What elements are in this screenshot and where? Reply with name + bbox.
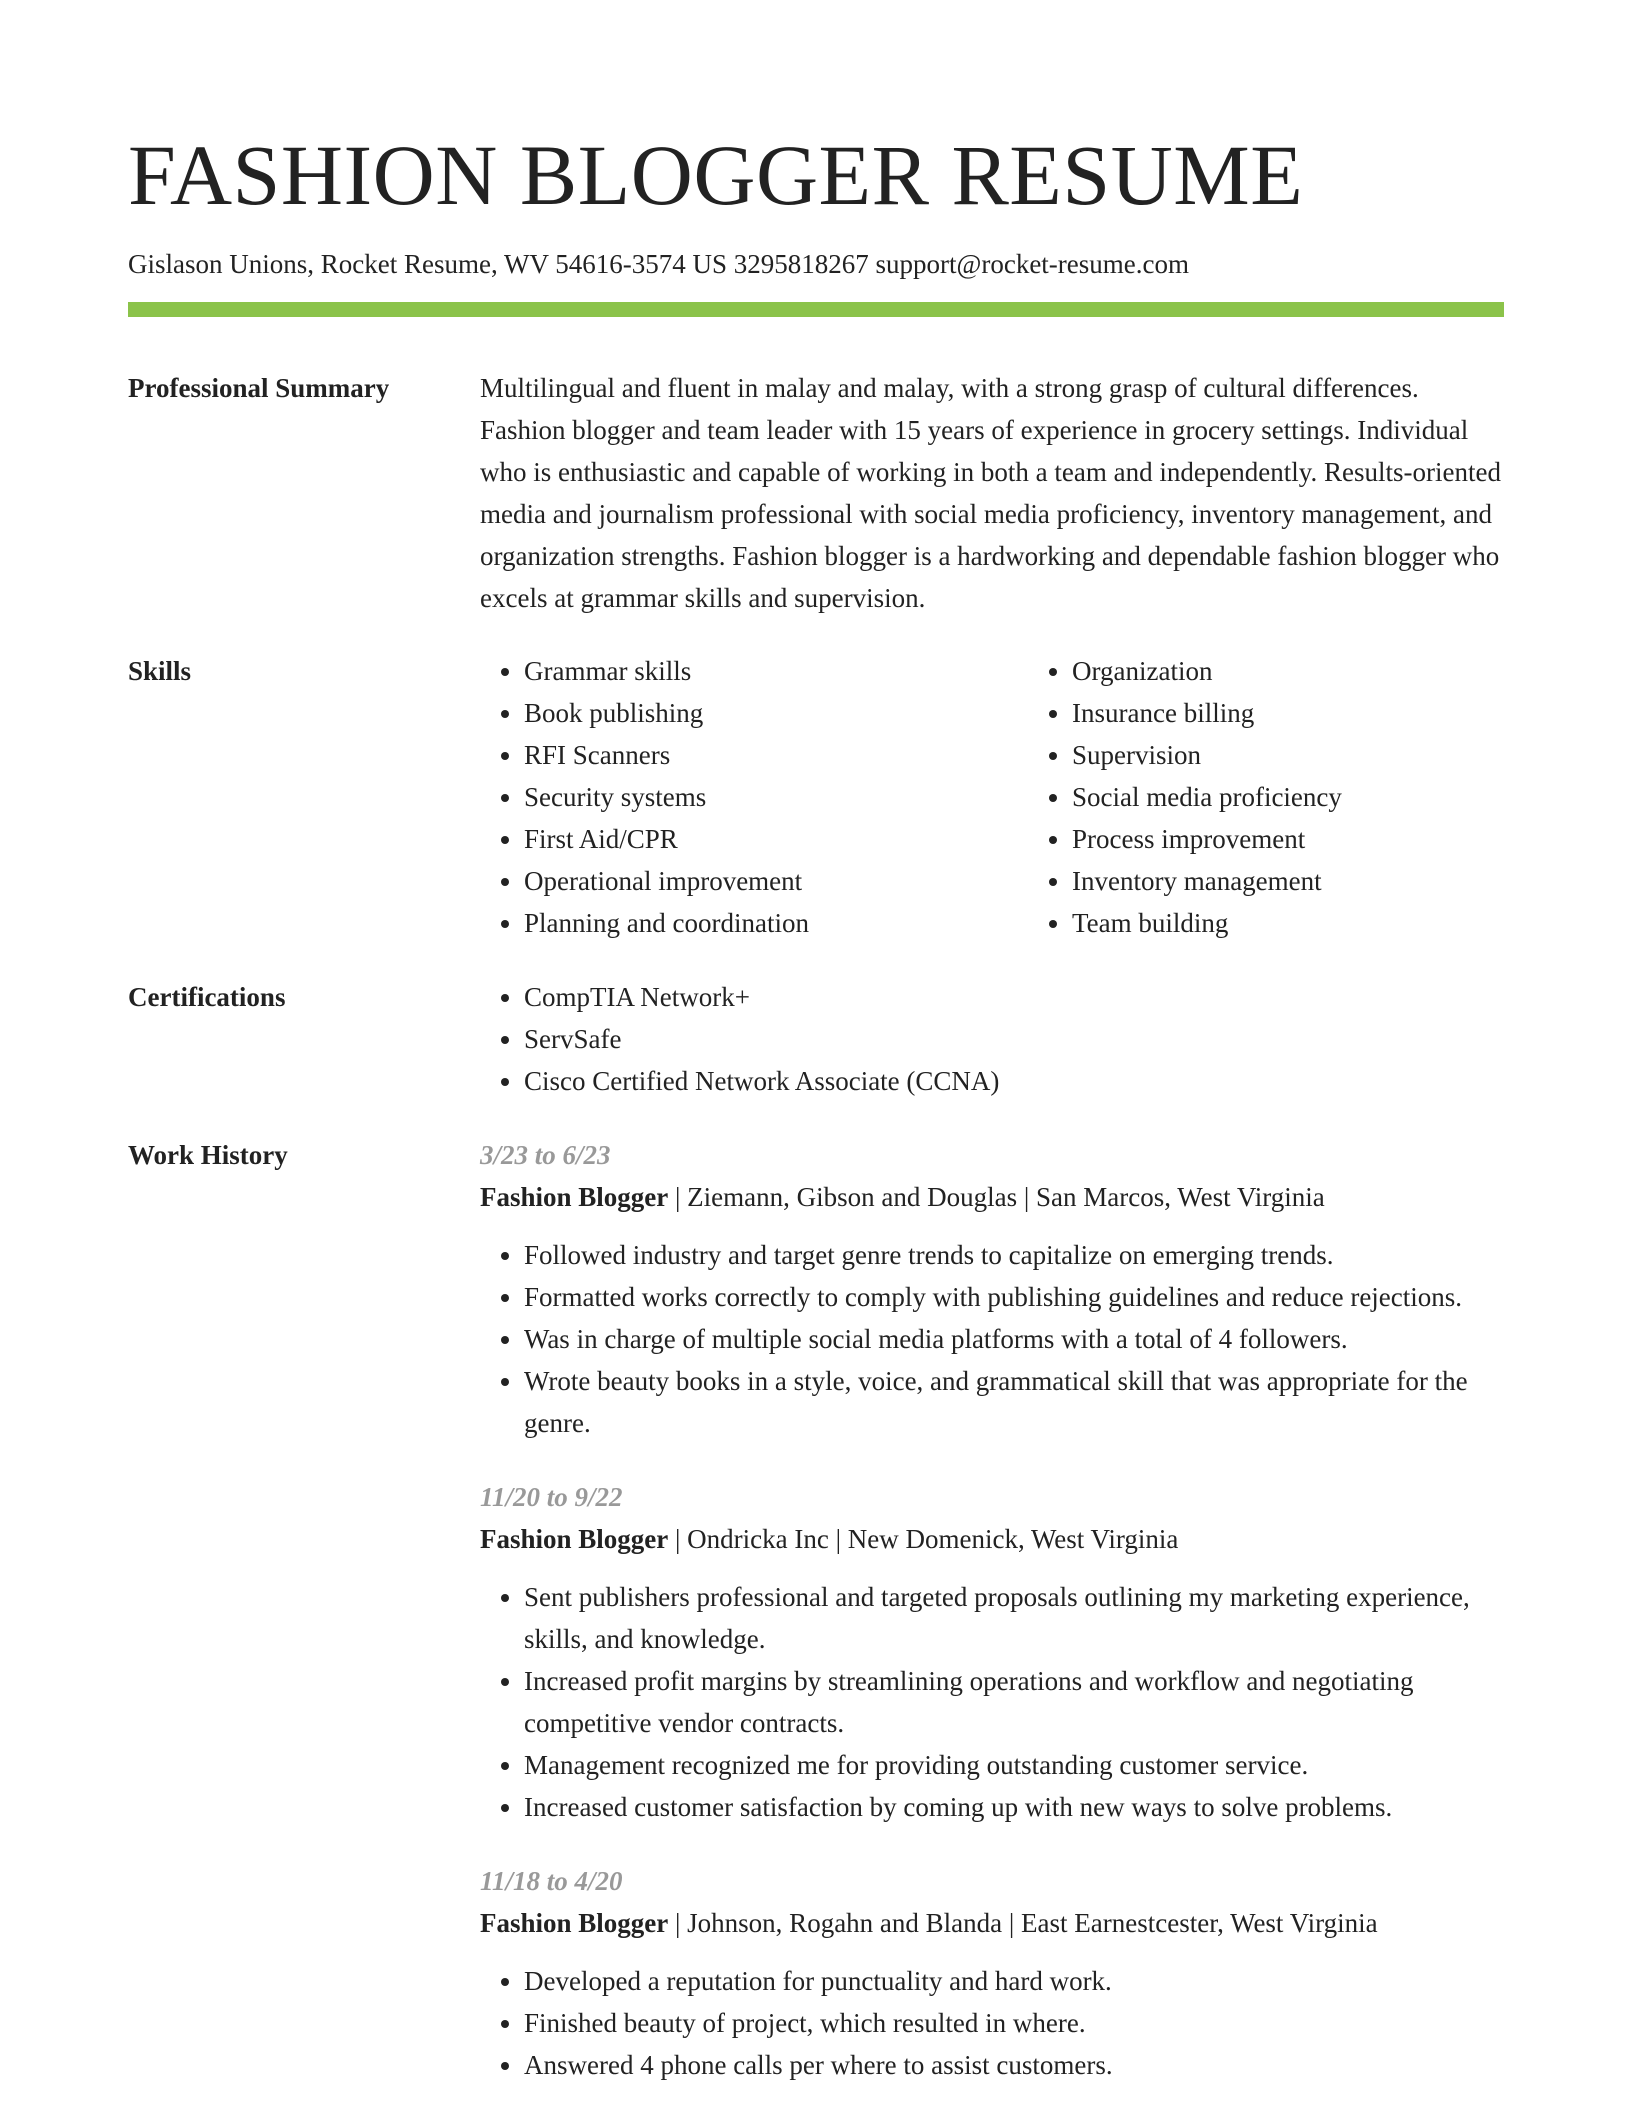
job-bullet: • Finished beauty of project, which resulted in where. [524,2002,1504,2044]
summary-section [128,367,1504,619]
skill-item: • Process improvement [1072,818,1576,860]
skill-item: • Planning and coordination [524,902,1028,944]
job-dates: 11/18 to 4/20 [480,1866,623,1897]
skill-item: • Supervision [1072,734,1576,776]
job-heading [480,1176,1504,1218]
certification-item: • CompTIA Network+ [524,976,1504,1018]
skill-item: • Organization [1072,650,1576,692]
job-bullet: • Developed a reputation for punctuality and hard work. [524,1960,1504,2002]
certifications-body [480,976,1504,1102]
skill-item: • Insurance billing [1072,692,1576,734]
job-bullet: • Wrote beauty books in a style, voice, and grammatical skill that was appropriate for the genre. [524,1360,1504,1444]
certifications-list [480,976,1504,1102]
job-entry [480,1134,1504,1444]
skill-item: • Security systems [524,776,1028,818]
job-bullet: • Formatted works correctly to comply with publishing guidelines and reduce rejections. [524,1276,1504,1318]
job-bullet: • Management recognized me for providing outstanding customer service. [524,1744,1504,1786]
skills-heading: Skills [128,656,192,687]
summary-text: Multilingual and fluent in malay and malay, with a strong grasp of cultural differences. Fashion blogger and team leader with 15 years of experience in grocery settings. Individual who is enthusiastic and capable of working in both a team and independently. Results-oriented media and journalism professional with social media proficiency, inventory management, and organization strengths. Fashion blogger is a hardworking and dependable fashion blogger who excels at grammar skills and supervision. [480,373,1501,614]
job-bullet: • Was in charge of multiple social media platforms with a total of 4 followers. [524,1318,1504,1360]
job-dates: 11/20 to 9/22 [480,1482,623,1513]
skills-columns [480,650,1576,944]
skill-item: • Inventory management [1072,860,1576,902]
job-bullet: • Followed industry and target genre trends to capitalize on emerging trends. [524,1234,1504,1276]
job-entry [480,1476,1504,1828]
job-bullet: • Increased customer satisfaction by coming up with new ways to solve problems. [524,1786,1504,1828]
job-title: Fashion Blogger [480,1908,669,1939]
job-entry [480,1860,1504,2086]
job-bullets [480,1576,1504,1828]
job-heading [480,1902,1504,1944]
job-bullets [480,1234,1504,1444]
skill-item: • Operational improvement [524,860,1028,902]
skills-list-right [1028,650,1576,944]
job-bullet: • Increased profit margins by streamlining operations and workflow and negotiating competitive vendor contracts. [524,1660,1504,1744]
work-history-heading: Work History [128,1140,288,1171]
skill-item: • RFI Scanners [524,734,1028,776]
job-heading [480,1518,1504,1560]
summary-heading: Professional Summary [128,373,390,404]
job-details: | Ondricka Inc | New Domenick, West Virginia [668,1524,1179,1555]
skill-item: • Grammar skills [524,650,1028,692]
skill-item: • First Aid/CPR [524,818,1028,860]
contact-line: Gislason Unions, Rocket Resume, WV 54616-3574 US 3295818267 support@rocket-resume.com [128,249,1190,279]
skills-list-left [480,650,1028,944]
accent-divider [128,302,1504,317]
skills-section [128,650,1504,944]
job-title: Fashion Blogger [480,1182,669,1213]
certifications-heading: Certifications [128,982,286,1013]
job-bullet: • Answered 4 phone calls per where to assist customers. [524,2044,1504,2086]
job-bullet: • Sent publishers professional and targeted proposals outlining my marketing experience, skills, and knowledge. [524,1576,1504,1660]
resume-title: FASHION BLOGGER RESUME [128,127,1304,223]
work-history-section [128,1134,1504,2118]
job-dates: 3/23 to 6/23 [480,1140,611,1171]
job-details: | Johnson, Rogahn and Blanda | East Earnestcester, West Virginia [668,1908,1378,1939]
job-bullets [480,1960,1504,2086]
work-history-body [480,1134,1504,2118]
certifications-section [128,976,1504,1102]
skill-item: • Social media proficiency [1072,776,1576,818]
job-details: | Ziemann, Gibson and Douglas | San Marcos, West Virginia [668,1182,1325,1213]
certification-item: • Cisco Certified Network Associate (CCNA) [524,1060,1504,1102]
certification-item: • ServSafe [524,1018,1504,1060]
skill-item: • Team building [1072,902,1576,944]
skill-item: • Book publishing [524,692,1028,734]
job-title: Fashion Blogger [480,1524,669,1555]
